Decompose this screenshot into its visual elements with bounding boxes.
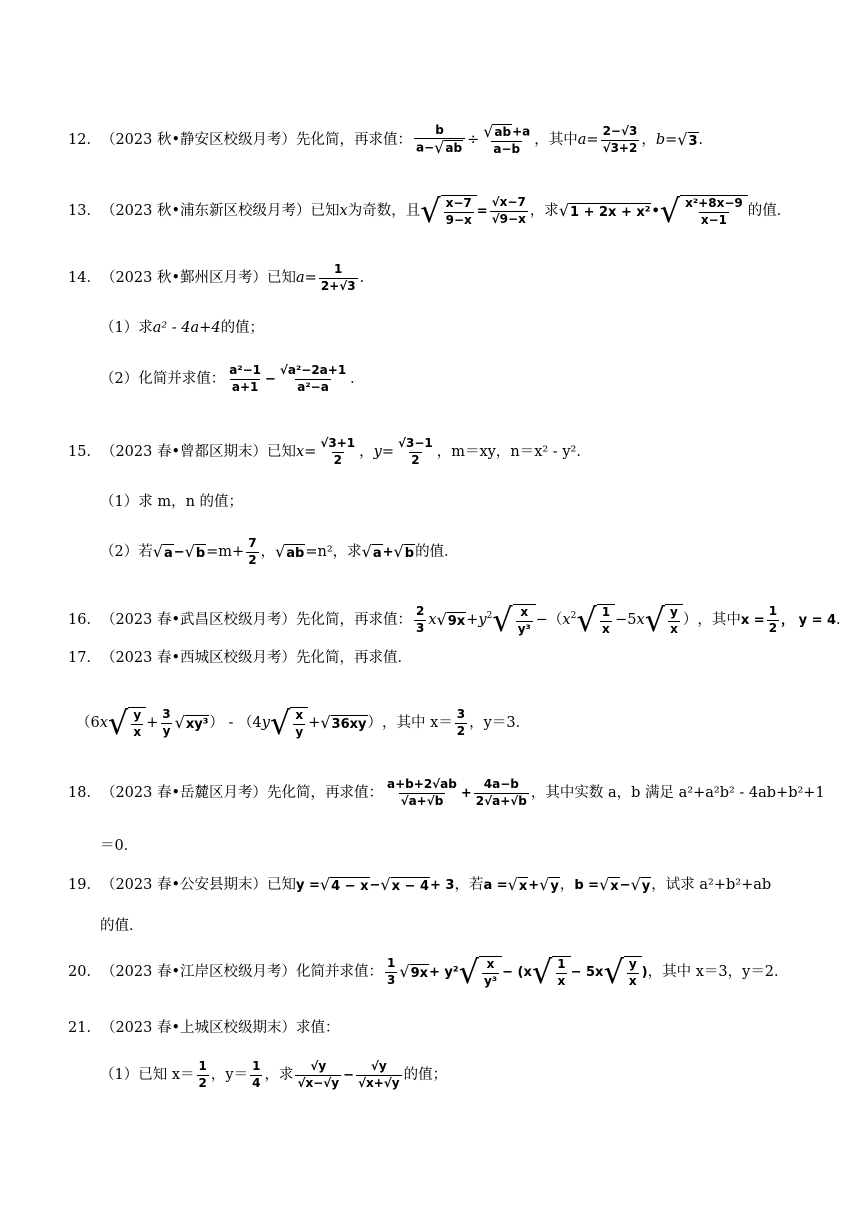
problem-12: 12． （2023 秋•静安区校级月考） 先化简，再求值： b a− √ ab ÷ √ ab +a a−b ，其中 a = $\frac{2-√3}{√3+2}$ ， b = √ 3 ． bbox=[68, 121, 714, 158]
sqrt: √ 1 + 2x + x² bbox=[558, 201, 651, 220]
problem-14-part-1: （1）求 a² - 4a+4 的值； bbox=[100, 319, 265, 336]
problem-17: 17． （2023 春•西城区校级月考） 先化简，再求值． bbox=[68, 649, 413, 666]
fraction: $\frac{2-√3}{√3+2}$ bbox=[602, 123, 638, 155]
sqrt: √ $\frac{\text{x²+8x−9}}{x-1}$ bbox=[660, 195, 748, 228]
fraction: √ ab +a a−b bbox=[483, 121, 531, 156]
problem-20: 20． （2023 春•江岸区校级月考） 化简并求值： $\frac{1}{3}$ √ 9x + y² √ $\frac{x}{\text{y³}}$ − (x √ $\frac{1}{x}$ − 5x √ $\frac{y}{x}$ ) ，其中 x＝3，y＝2． bbox=[68, 953, 789, 992]
problem-15: 15． （2023 春•曾都区期末） 已知 x = $\frac{√3+1}{2}$ ， y = $\frac{√3-1}{2}$ ， m＝xy，n＝x² - y²． bbox=[68, 435, 591, 467]
problem-18-continued: ＝0． bbox=[100, 837, 139, 854]
problem-18: 18． （2023 春•岳麓区月考） 先化简，再求值： $\frac{a+b+2√ab}{√a+√b}$ + $\frac{4a-b}{2√a+√b}$ ，其中实数 a，b 满足 a²+a²b² - 4ab+b²+1 bbox=[68, 776, 825, 808]
fraction: $\frac{1}{2+√3}$ bbox=[320, 261, 356, 293]
problem-19: 19． （2023 春•公安县期末） 已知 y = √ 4 − x − √ x − 4 + 3 ，若 a = √ x + √ y ， b = √ x − √ y ，试求 a²+b²+ab bbox=[68, 875, 772, 894]
problem-text: 先化简，再求值： bbox=[296, 131, 413, 148]
problem-number: 12． bbox=[68, 131, 101, 148]
problem-15-part-2: （2）若 √ a − √ b =m+ $\frac{7}{2}$ ， √ ab =n²，求 √ a + √ b 的值． bbox=[100, 535, 459, 567]
problem-16: 16． （2023 春•武昌区校级月考） 先化简，再求值： $\frac{2}{3}$ x √ 9x + y $^2$ √ $\frac{x}{\text{y³}}$ −（ x $^2$ √ $\frac{1}{x}$ −5 x √ $\frac{y}{x}$ ） ，其中 x = $\frac{1}{2}$ ， y = 4 ． bbox=[68, 601, 851, 640]
fraction: b a− √ ab bbox=[414, 124, 465, 157]
problem-14-part-2: （2）化简并求值： $\frac{\text{a²−1}}{a+1}$ − $\frac{\text{√a²−2a+1}}{\text{a²−a}}$ ． bbox=[100, 362, 365, 394]
problem-17-expression: （6 x √ $\frac{y}{x}$ + $\frac{3}{y}$ √ xy³ ） - （4 y √ $\frac{x}{y}$ + √ 36xy ） ，其中 x＝ $\frac{3}{2}$ ，y＝3． bbox=[76, 704, 531, 743]
problem-13: 13． （2023 秋•浦东新区校级月考） 已知 x 为奇数，且 √ $\frac{x-7}{9-x}$ = $\frac{√x-7}{√9-x}$ ，求 √ 1 + 2x + x² • √ $\frac{\text{x²+8x−9}}{x-1}$ 的值． bbox=[68, 192, 792, 231]
problem-15-part-1: （1）求 m，n 的值； bbox=[100, 493, 244, 510]
problem-source: （2023 秋•静安区校级月考） bbox=[100, 131, 297, 148]
problem-19-continued: 的值． bbox=[100, 917, 144, 934]
problem-21: 21． （2023 春•上城区校级期末） 求值： bbox=[68, 1019, 340, 1036]
problem-14: 14． （2023 秋•鄞州区月考） 已知 a = $\frac{1}{2+√3}$ ． bbox=[68, 261, 375, 293]
fraction: $\frac{√x-7}{√9-x}$ bbox=[491, 194, 526, 226]
sqrt: √ 3 bbox=[677, 130, 698, 149]
problem-21-part-1: （1）已知 x＝ $\frac{1}{2}$ ，y＝ $\frac{1}{4}$ ，求 $\frac{√y}{√x-√y}$ − $\frac{√y}{√x+√y}$ 的值； bbox=[100, 1058, 448, 1090]
sqrt: √ $\frac{x-7}{9-x}$ bbox=[420, 195, 477, 228]
